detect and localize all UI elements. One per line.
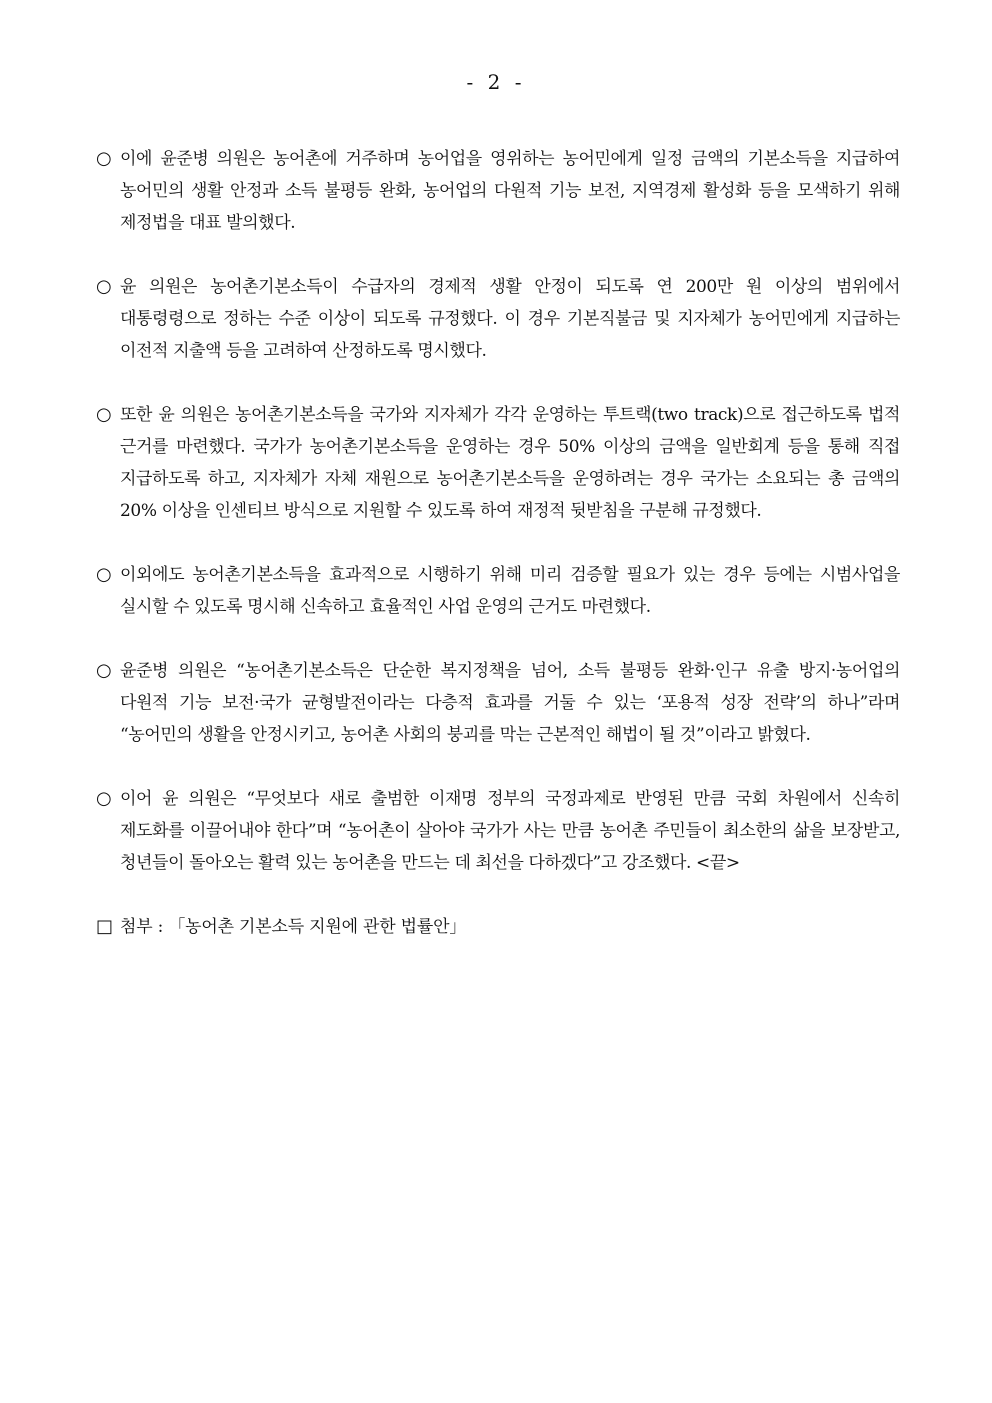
paragraph bbox=[96, 143, 900, 239]
paragraph-text: 윤 의원은 농어촌기본소득이 수급자의 경제적 생활 안정이 되도록 연 200만 원 이상의 범위에서 대통령령으로 정하는 수준 이상이 되도록 규정했다. 이 경우 기본직불금 및 지자체가 농어민에게 지급하는 이전적 지출액 등을 고려하여 산정하도록 명시했다. bbox=[120, 277, 900, 361]
page-number: - 2 - bbox=[466, 70, 526, 94]
paragraph-text: 이어 윤 의원은 “무엇보다 새로 출범한 이재명 정부의 국정과제로 반영된 만큼 국회 차원에서 신속히 제도화를 이끌어내야 한다”며 “농어촌이 살아야 국가가 사는 만큼 농어촌 주민들이 최소한의 삶을 보장받고, 청년들이 돌아오는 활력 있는 농어촌을 만드는 데 최선을 다하겠다”고 강조했다. <끝> bbox=[120, 789, 900, 873]
paragraph bbox=[96, 655, 900, 751]
white-circle-icon: ○ bbox=[96, 148, 112, 169]
paragraph bbox=[96, 559, 900, 623]
paragraph bbox=[96, 271, 900, 367]
paragraph-text: 이외에도 농어촌기본소득을 효과적으로 시행하기 위해 미리 검증할 필요가 있는 경우 등에는 시범사업을 실시할 수 있도록 명시해 신속하고 효율적인 사업 운영의 근거도 마련했다. bbox=[120, 565, 900, 617]
document-body bbox=[96, 143, 900, 943]
attachment-text: 첨부 : 「농어촌 기본소득 지원에 관한 법률안」 bbox=[120, 917, 467, 937]
attachment-line bbox=[96, 911, 900, 943]
white-circle-icon: ○ bbox=[96, 788, 112, 809]
white-circle-icon: ○ bbox=[96, 564, 112, 585]
white-circle-icon: ○ bbox=[96, 404, 112, 425]
paragraph-text: 윤준병 의원은 “농어촌기본소득은 단순한 복지정책을 넘어, 소득 불평등 완화·인구 유출 방지·농어업의 다원적 기능 보전·국가 균형발전이라는 다층적 효과를 거둘 수 있는 ‘포용적 성장 전략’의 하나”라며 “농어민의 생활을 안정시키고, 농어촌 사회의 붕괴를 막는 근본적인 해법이 될 것”이라고 밝혔다. bbox=[120, 661, 900, 745]
white-circle-icon: ○ bbox=[96, 660, 112, 681]
paragraph bbox=[96, 399, 900, 527]
paragraph-text: 이에 윤준병 의원은 농어촌에 거주하며 농어업을 영위하는 농어민에게 일정 금액의 기본소득을 지급하여 농어민의 생활 안정과 소득 불평등 완화, 농어업의 다원적 기능 보전, 지역경제 활성화 등을 모색하기 위해 제정법을 대표 발의했다. bbox=[120, 149, 900, 233]
paragraph bbox=[96, 783, 900, 879]
white-circle-icon: ○ bbox=[96, 276, 112, 297]
white-square-icon: □ bbox=[96, 916, 113, 937]
paragraph-text: 또한 윤 의원은 농어촌기본소득을 국가와 지자체가 각각 운영하는 투트랙(two track)으로 접근하도록 법적 근거를 마련했다. 국가가 농어촌기본소득을 운영하는 경우 50% 이상의 금액을 일반회계 등을 통해 직접 지급하도록 하고, 지자체가 자체 재원으로 농어촌기본소득을 운영하려는 경우 국가는 소요되는 총 금액의 20% 이상을 인센티브 방식으로 지원할 수 있도록 하여 재정적 뒷받침을 구분해 규정했다. bbox=[120, 405, 900, 521]
